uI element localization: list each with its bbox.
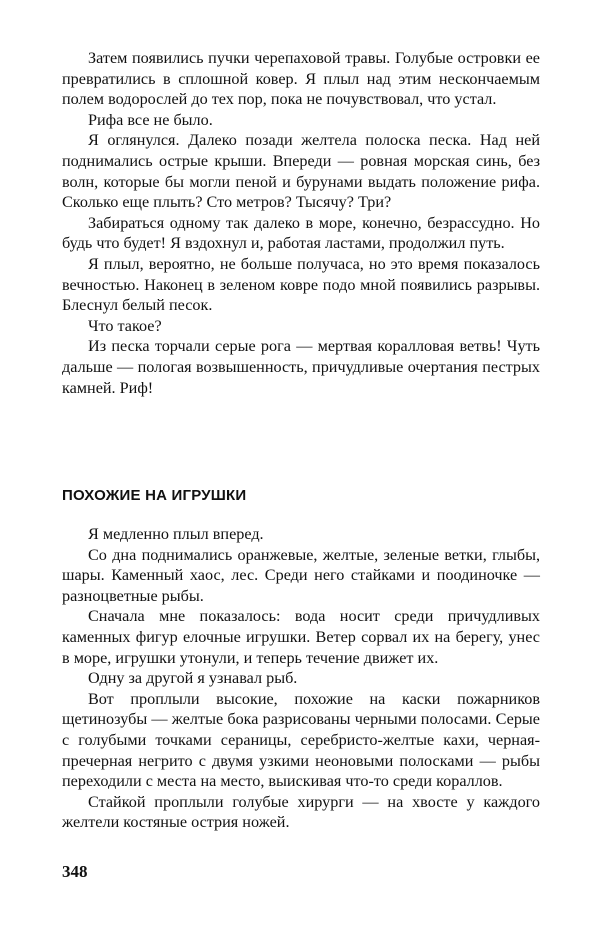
paragraph: Я плыл, вероятно, не больше получаса, но это время показалось вечностью. Наконец в зеленом ковре подо мной появились разрывы. Блеснул белый песок. [62,254,540,315]
paragraph: Стайкой проплыли голубые хирурги — на хвосте у каждого желтели костяные острия ножей. [62,792,540,832]
section-heading: ПОХОЖИЕ НА ИГРУШКИ [62,487,247,504]
paragraph: Вот проплыли высокие, похожие на каски пожарников щетинозубы — желтые бока разрисованы черными полосами. Серые с голубыми точками сераницы, серебристо-желтые кахи, черная-пречерная негрито с двумя узкими неоновыми полосками — рыбы переходили с места на место, выискивая что-то среди кораллов. [62,689,540,791]
paragraph: Из песка торчали серые рога — мертвая коралловая ветвь! Чуть дальше — пологая возвышенность, причудливые очертания пестрых камней. Риф! [62,337,540,397]
page-number: 348 [62,862,88,881]
paragraph: Одну за другой я узнавал рыб. [88,669,298,688]
section-2 [62,524,540,833]
paragraph: Со дна поднимались оранжевые, желтые, зеленые ветки, глыбы, шары. Каменный хаос, лес. Среди него стайками и поодиночке — разноцветные рыбы. [62,545,540,605]
paragraph: Я оглянулся. Далеко позади желтела полоска песка. Над ней поднимались острые крыши. Впереди — ровная морская синь, без волн, которые бы могли пеной и бурунами выдать положение рифа. Сколько еще плыть? Сто метров? Тысячу? Три? [62,131,540,212]
paragraph: Что такое? [88,316,162,335]
paragraph: Затем появились пучки черепаховой травы. Голубые островки ее превратились в сплошной ковер. Я плыл над этим нескончаемым полем водорослей до тех пор, пока не почувствовал, что устал. [62,49,540,109]
paragraph: Забираться одному так далеко в море, конечно, безрассудно. Но будь что будет! Я вздохнул и, работая ластами, продолжил путь. [62,213,540,253]
paragraph: Рифа все не было. [88,110,213,129]
paragraph: Сначала мне показалось: вода носит среди причудливых каменных фигур елочные игрушки. Ветер сорвал их на берегу, унес в море, игрушки утонули, и теперь течение движет их. [62,607,540,667]
paragraph: Я медленно плыл вперед. [88,525,264,543]
section-1 [62,48,540,398]
